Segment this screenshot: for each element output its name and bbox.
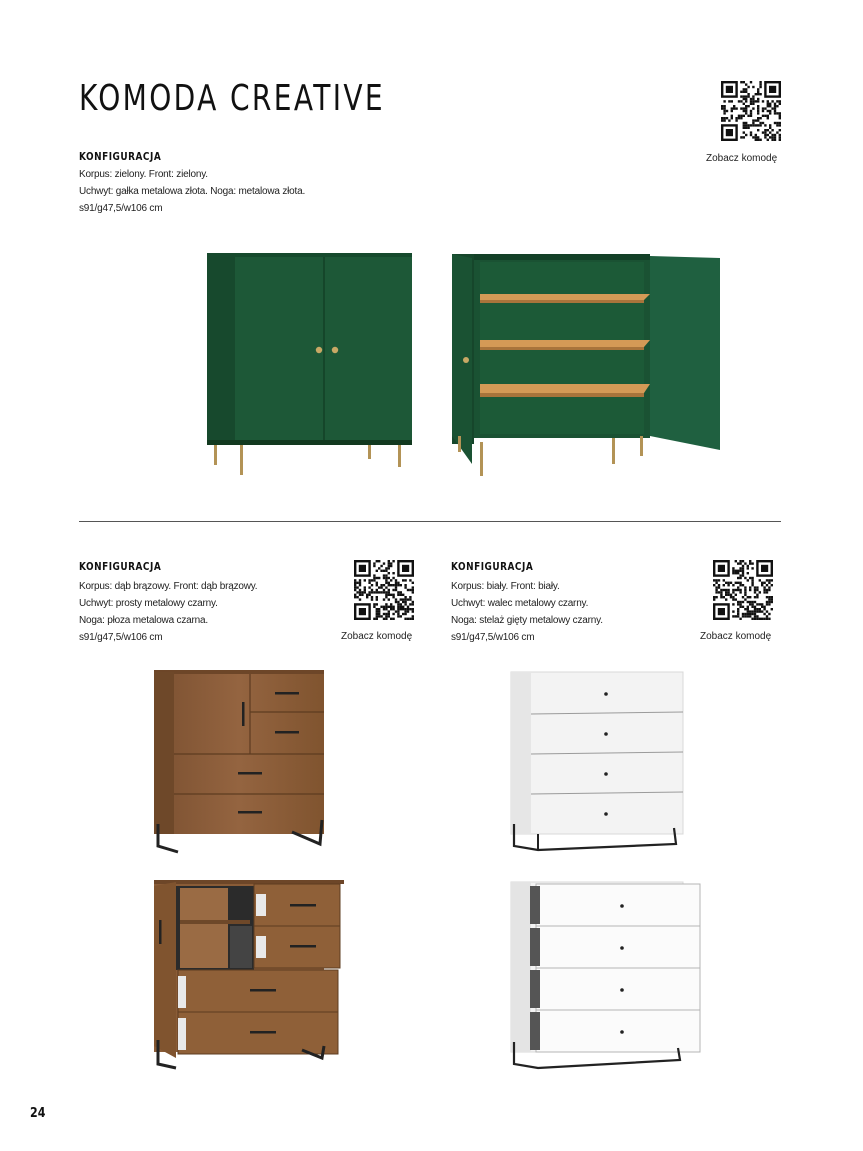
config-white-line-1: Korpus: biały. Front: biały. [451, 581, 560, 592]
white-dresser-closed-image [508, 668, 688, 858]
config-white-line-2: Uchwyt: walec metalowy czarny. [451, 598, 589, 609]
config-oak-line-2: Uchwyt: prosty metalowy czarny. [79, 598, 218, 609]
config-heading-green: KONFIGURACJA [79, 151, 162, 163]
green-cabinet-open-image [450, 250, 725, 480]
qr-code-icon [721, 81, 781, 141]
config-green-line-2: Uchwyt: gałka metalowa złota. Noga: metalowa złota. [79, 186, 306, 197]
config-white-line-3: Noga: stelaż gięty metalowy czarny. [451, 615, 603, 626]
page-title: KOMODA CREATIVE [79, 78, 385, 119]
config-green-line-1: Korpus: zielony. Front: zielony. [79, 169, 208, 180]
config-oak-line-4: s91/g47,5/w106 cm [79, 632, 163, 643]
config-oak-line-1: Korpus: dąb brązowy. Front: dąb brązowy. [79, 581, 258, 592]
white-dresser-open-image [508, 878, 708, 1073]
qr-code-icon [354, 560, 414, 620]
config-white-line-4: s91/g47,5/w106 cm [451, 632, 535, 643]
config-oak-line-3: Noga: płoza metalowa czarna. [79, 615, 208, 626]
config-heading-white: KONFIGURACJA [451, 561, 534, 573]
oak-dresser-closed-image [150, 668, 330, 858]
qr-code-green[interactable] [721, 81, 781, 141]
see-dresser-link-white[interactable]: Zobacz komodę [700, 631, 772, 642]
section-divider [79, 521, 781, 522]
see-dresser-link-oak[interactable]: Zobacz komodę [341, 631, 413, 642]
config-green-line-3: s91/g47,5/w106 cm [79, 203, 163, 214]
config-heading-oak: KONFIGURACJA [79, 561, 162, 573]
qr-code-white[interactable] [713, 560, 773, 620]
page-number: 24 [30, 1106, 46, 1121]
see-dresser-link-green[interactable]: Zobacz komodę [706, 153, 778, 164]
oak-dresser-open-image [150, 878, 350, 1073]
green-cabinet-closed-image [205, 250, 415, 480]
qr-code-oak[interactable] [354, 560, 414, 620]
qr-code-icon [713, 560, 773, 620]
